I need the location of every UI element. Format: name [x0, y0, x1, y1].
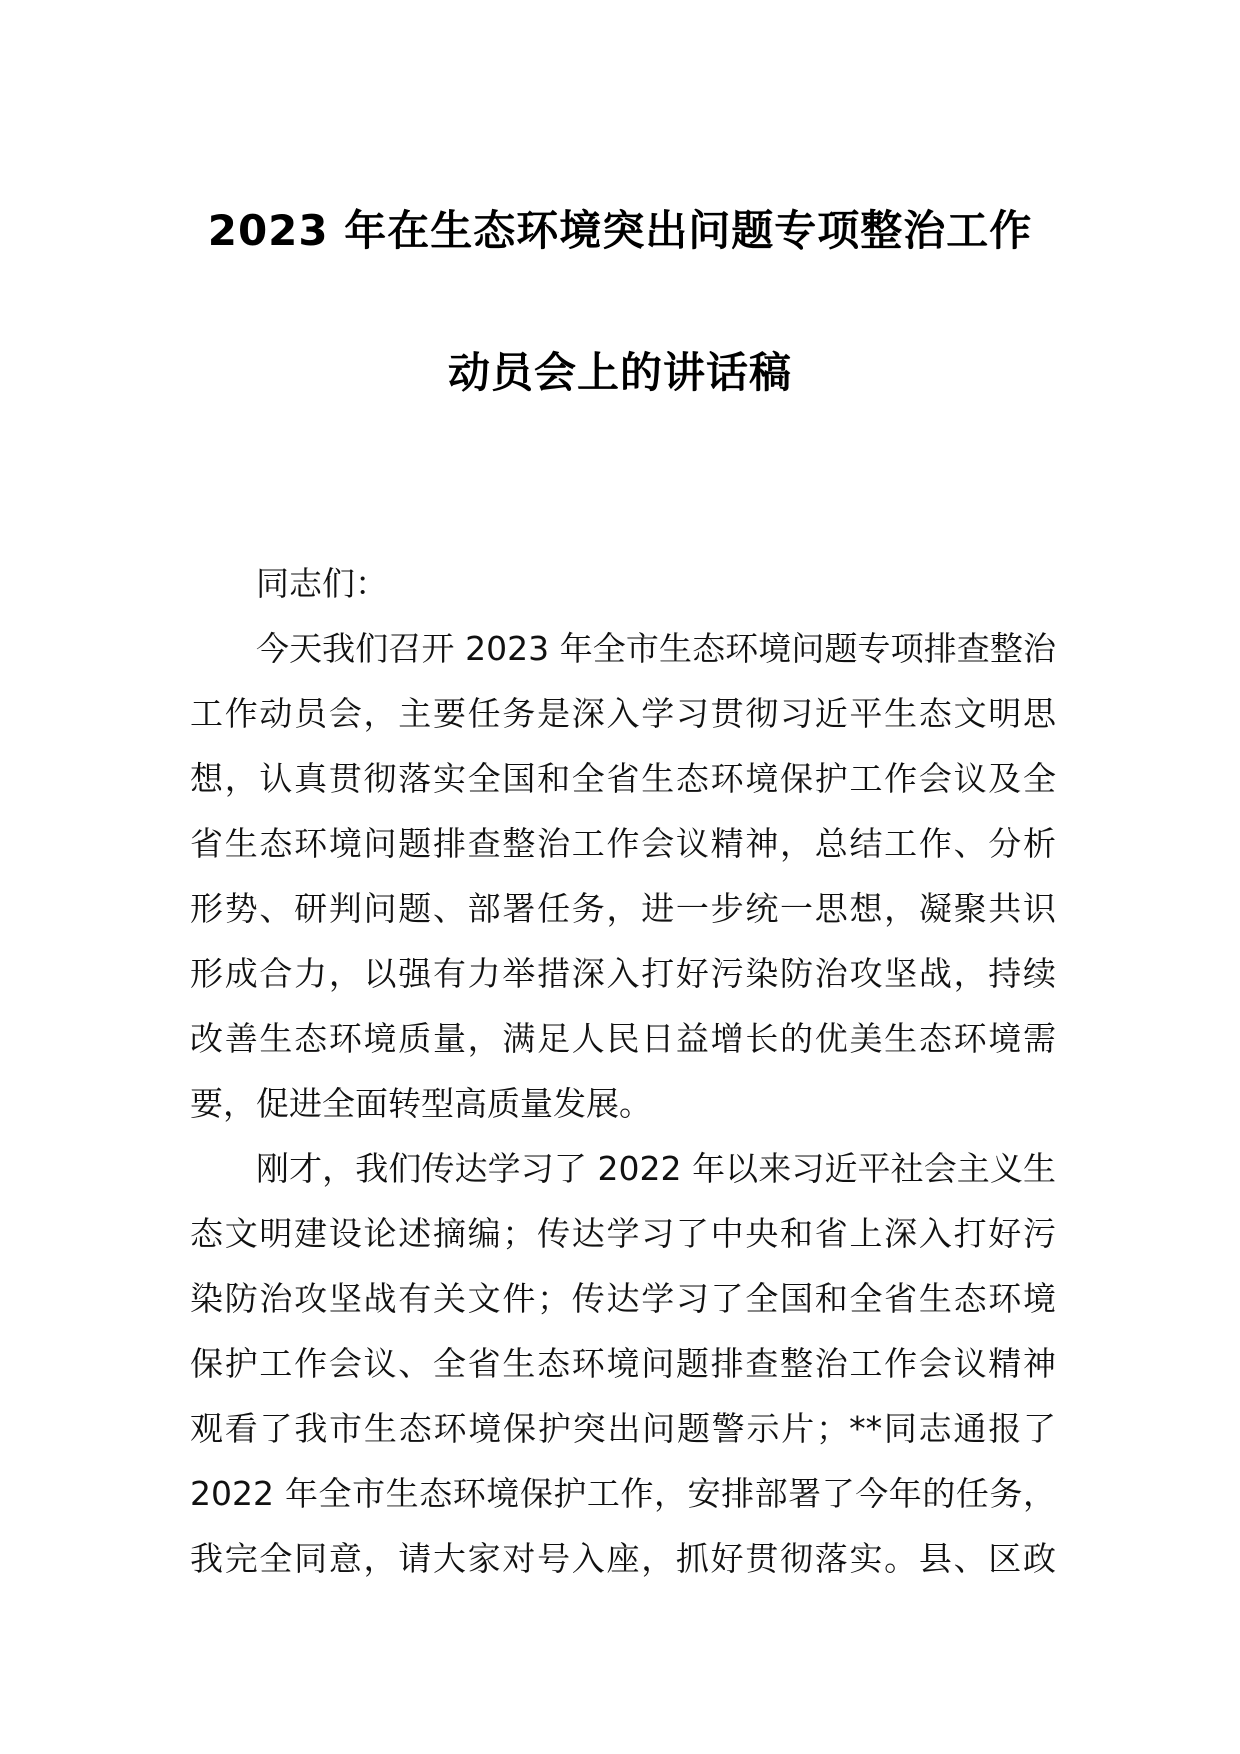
salutation: 同志们：: [256, 564, 388, 603]
paragraph-line: 想，认真贯彻落实全国和全省生态环境保护工作会议及全: [190, 759, 1056, 798]
paragraph-line: 省生态环境问题排查整治工作会议精神，总结工作、分析: [190, 824, 1056, 863]
paragraph-line: 改善生态环境质量，满足人民日益增长的优美生态环境需: [190, 1019, 1056, 1058]
paragraph-line: 形成合力，以强有力举措深入打好污染防治攻坚战，持续: [190, 954, 1056, 993]
paragraph-line: 2022 年全市生态环境保护工作，安排部署了今年的任务，: [190, 1474, 1056, 1513]
paragraph-line: 染防治攻坚战有关文件；传达学习了全国和全省生态环境: [190, 1279, 1056, 1318]
paragraph-1: [190, 616, 1056, 1136]
paragraph-line: 刚才，我们传达学习了 2022 年以来习近平社会主义生: [256, 1149, 1056, 1188]
paragraph-line: 要，促进全面转型高质量发展。: [190, 1084, 652, 1123]
paragraph-line: 态文明建设论述摘编；传达学习了中央和省上深入打好污: [190, 1214, 1056, 1253]
paragraph-line: 工作动员会，主要任务是深入学习贯彻习近平生态文明思: [190, 694, 1056, 733]
paragraph-line: 观看了我市生态环境保护突出问题警示片；**同志通报了: [190, 1409, 1056, 1448]
paragraph-line: 形势、研判问题、部署任务，进一步统一思想，凝聚共识: [190, 889, 1056, 928]
title-line-2: 动员会上的讲话稿: [447, 348, 792, 397]
paragraph-2: [190, 1136, 1056, 1591]
paragraph-line: 我完全同意，请大家对号入座，抓好贯彻落实。县、区政: [190, 1539, 1056, 1578]
paragraph-line: 今天我们召开 2023 年全市生态环境问题专项排查整治: [256, 629, 1056, 668]
document-title: [0, 206, 1240, 397]
title-line-1: 2023 年在生态环境突出问题专项整治工作: [207, 206, 1033, 255]
document-body: [190, 551, 1056, 1591]
paragraph-line: 保护工作会议、全省生态环境问题排查整治工作会议精神: [190, 1344, 1056, 1383]
